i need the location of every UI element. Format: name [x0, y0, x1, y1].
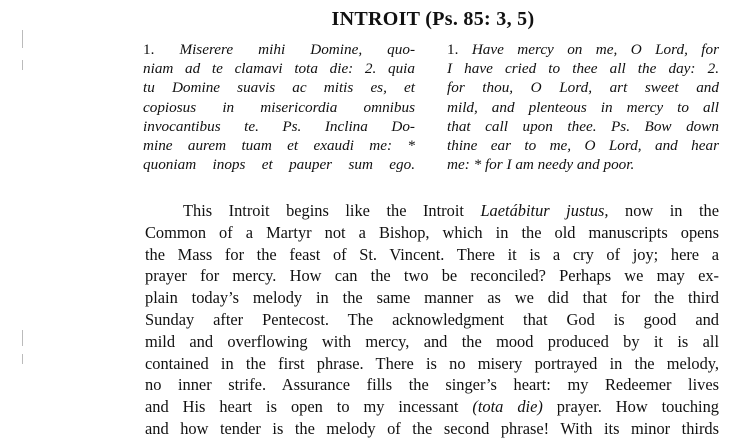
section-title: INTROIT (Ps. 85: 3, 5) [331, 8, 535, 30]
body-line: contained in the first phrase. There is no misery portrayed in the melody, [145, 353, 719, 373]
latin-line: tu Domine suavis ac mitis es, et [143, 79, 415, 97]
body-text: and His heart is open to my incessant [145, 397, 459, 417]
english-column [447, 40, 719, 174]
verse-number: 1. [143, 41, 155, 58]
body-line: and how tender is the melody of the second phrase! With its minor thirds [145, 418, 719, 438]
english-line [447, 40, 719, 59]
body-text: now in the [625, 201, 719, 220]
english-line: that call upon thee. Ps. Bow down [447, 117, 719, 135]
body-line: Sunday after Pentecost. The acknowledgment that God is good and [145, 309, 719, 329]
body-text: prayer. How touching [556, 397, 719, 417]
body-text: This Introit begins like the Introit [183, 201, 464, 220]
latin-line: mine aurem tuam et exaudi me: * [143, 137, 415, 155]
english-line: thine ear to me, O Lord, and hear [447, 137, 719, 155]
english-line: mild, and plenteous in mercy to all [447, 98, 719, 116]
verse-number: 1. [447, 41, 459, 58]
english-line: for thou, O Lord, art sweet and [447, 79, 719, 97]
latin-column [143, 40, 415, 174]
body-line: Common of a Martyr not a Bishop, which in the old manuscripts opens [145, 222, 719, 242]
latin-line [143, 40, 415, 59]
latin-line: copiosus in misericordia omnibus [143, 98, 415, 116]
margin-marks [22, 30, 26, 370]
body-line [145, 200, 719, 222]
commentary-body [145, 200, 719, 440]
body-line: the Mass for the feast of St. Vincent. There it is a cry of joy; here a [145, 244, 719, 264]
body-line: prayer for mercy. How can the two be reconciled? Perhaps we may ex- [145, 266, 719, 286]
body-line: no inner strife. Assurance fills the singer’s heart: my Redeemer lives [145, 375, 719, 395]
latin-line: quoniam inops et pauper sum ego. [143, 156, 415, 174]
english-line: I have cried to thee all the day: 2. [447, 60, 719, 78]
latin-line: niam ad te clamavi tota die: 2. quia [143, 60, 415, 78]
english-text: Have mercy on me, O Lord, for [471, 41, 720, 58]
body-italic: (tota die) [472, 397, 543, 417]
body-line: mild and overflowing with mercy, and the mood produced by it is all [145, 331, 719, 351]
english-line: me: * for I am needy and poor. [447, 156, 635, 174]
body-italic: Laetábitur justus, [480, 201, 609, 220]
body-line: plain today’s melody in the same manner as we did that for the third [145, 288, 719, 308]
body-line [145, 396, 719, 418]
latin-text: Miserere mihi Domine, quo- [179, 41, 415, 58]
latin-line: invocantibus te. Ps. Inclina Do- [143, 117, 415, 135]
